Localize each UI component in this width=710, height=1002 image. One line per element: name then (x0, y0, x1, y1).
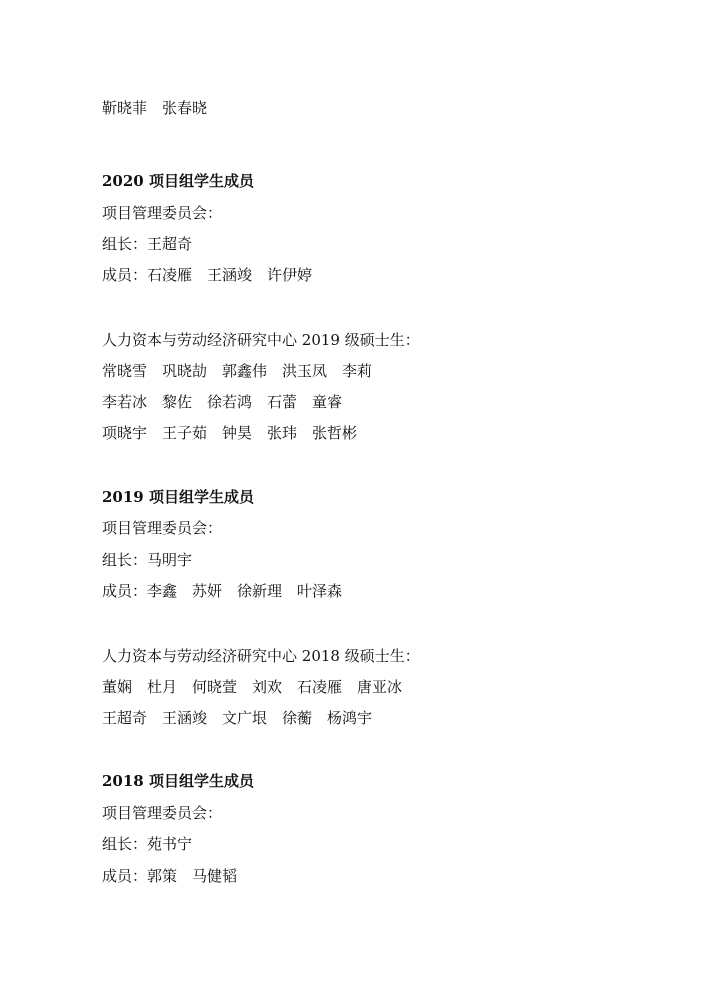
students-2018-row: 董娴 杜月 何晓萱 刘欢 石凌雁 唐亚冰 (102, 678, 403, 696)
students-2018-row: 王超奇 王涵竣 文广垠 徐蘅 杨鸿宇 (102, 709, 373, 727)
section-2018-members: 成员：郭策 马健韬 (102, 867, 238, 885)
section-2018-leader: 组长：苑书宁 (102, 835, 193, 853)
section-2019-committee-label: 项目管理委员会： (102, 519, 223, 537)
section-2020-heading: 2020 项目组学生成员 (102, 172, 254, 190)
section-2020-members: 成员：石凌雁 王涵竣 许伊婷 (102, 266, 313, 284)
section-2019-leader: 组长：马明宇 (102, 551, 193, 569)
students-2018-title: 人力资本与劳动经济研究中心 2018 级硕士生： (102, 647, 420, 665)
students-2019-row: 常晓雪 巩晓劼 郭鑫伟 洪玉凤 李莉 (102, 362, 373, 380)
students-2019-title: 人力资本与劳动经济研究中心 2019 级硕士生： (102, 331, 420, 349)
students-2019-row: 项晓宇 王子茹 钟昊 张玮 张哲彬 (102, 424, 358, 442)
section-2020-leader: 组长：王超奇 (102, 235, 193, 253)
top-names: 靳晓菲 张春晓 (102, 99, 208, 117)
students-2019-row: 李若冰 黎佐 徐若鸿 石蕾 童睿 (102, 393, 343, 411)
section-2020-committee-label: 项目管理委员会： (102, 204, 223, 222)
section-2019-members: 成员：李鑫 苏妍 徐新理 叶泽森 (102, 582, 343, 600)
section-2018-committee-label: 项目管理委员会： (102, 804, 223, 822)
section-2018-heading: 2018 项目组学生成员 (102, 772, 254, 790)
section-2019-heading: 2019 项目组学生成员 (102, 488, 254, 506)
